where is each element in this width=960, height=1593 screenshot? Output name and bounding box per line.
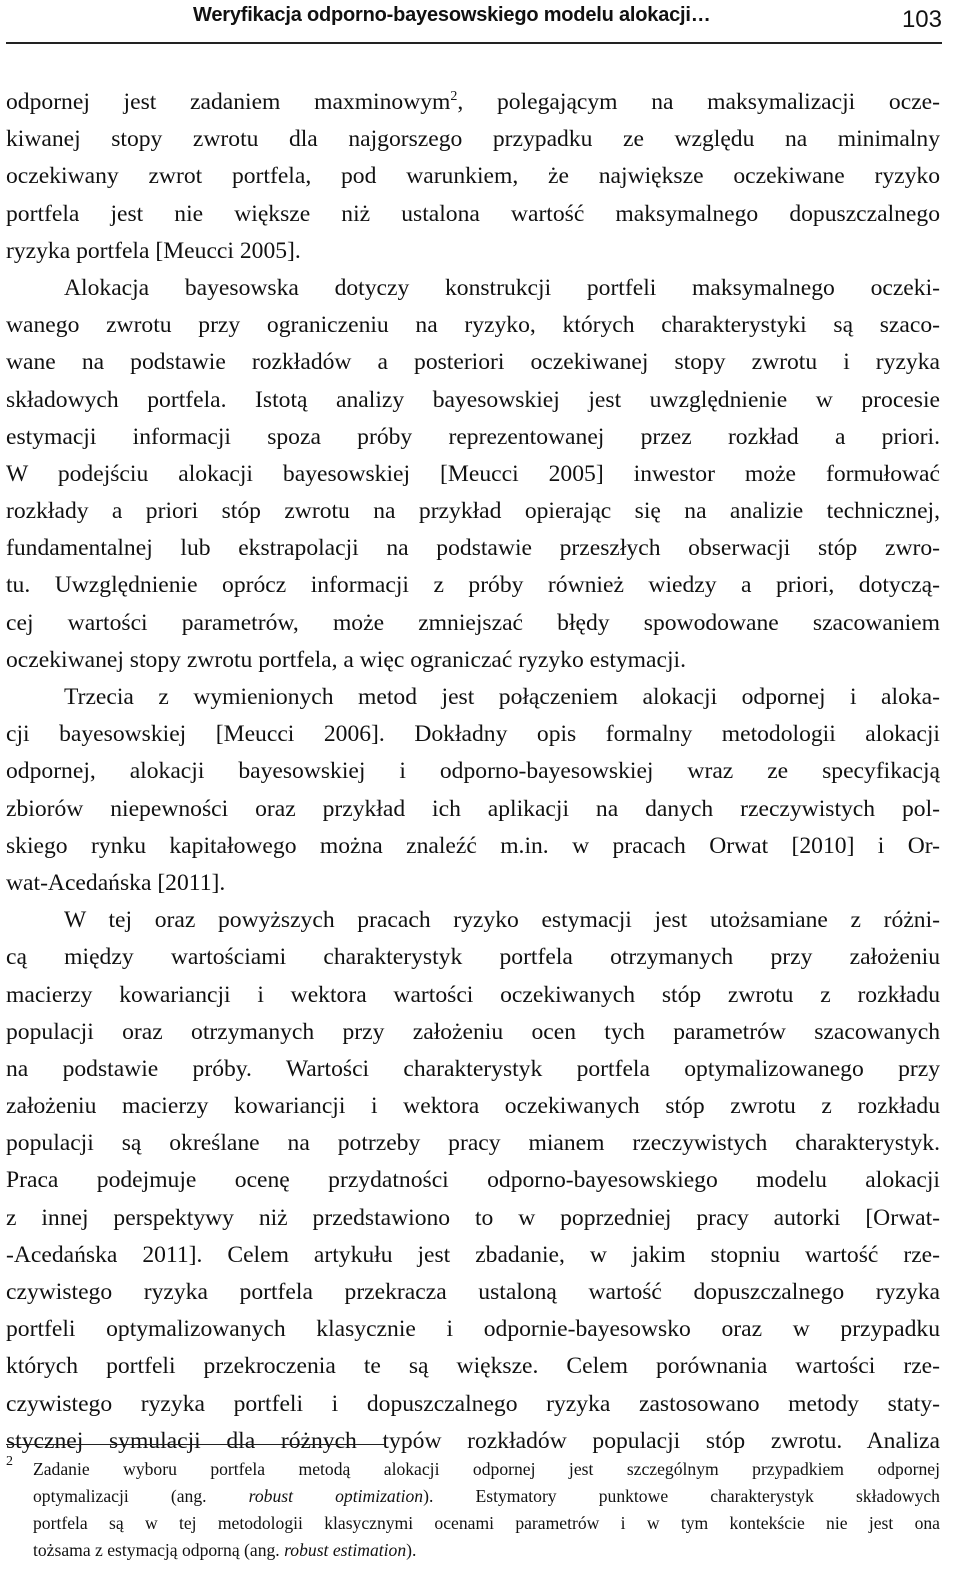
text-line: W podejściu alokacji bayesowskiej [Meucci 2005] inwestor może formułować — [6, 460, 940, 487]
text-line: cej wartości parametrów, może zmniejszać błędy spowodowane szacowaniem — [6, 609, 940, 636]
text-line: czywistego ryzyka portfela przekracza ustaloną wartość dopuszczalnego ryzyka — [6, 1279, 940, 1305]
footnote-marker: 2 — [6, 1454, 13, 1469]
text-line: czywistego ryzyka portfeli i dopuszczalnego ryzyka zastosowano metody staty- — [6, 1390, 940, 1417]
text-line: portfeli optymalizowanych klasycznie i odpornie-bayesowsko oraz w przypadku — [6, 1316, 940, 1343]
text-line: estymacji informacji spoza próby reprezentowanej przez rozkład a priori. — [6, 423, 940, 450]
footnote-line: tożsama z estymacją odporną (ang. robust estimation). — [33, 1540, 417, 1560]
text-line: -Acedańska 2011]. Celem artykułu jest zbadanie, w jakim stopniu wartość rze- — [6, 1241, 940, 1268]
text-line: zbiorów niepewności oraz przykład ich aplikacji na danych rzeczywistych pol- — [6, 795, 940, 822]
text-line: Alokacja bayesowska dotyczy konstrukcji portfeli maksymalnego oczeki- — [64, 274, 940, 301]
text-line: Praca podejmuje ocenę przydatności odporno-bayesowskiego modelu alokacji — [6, 1167, 940, 1194]
footnote-term: robust optimization — [248, 1486, 424, 1506]
text-line: założeniu macierzy kowariancji i wektora oczekiwanych stóp zwrotu z rozkładu — [6, 1093, 940, 1120]
running-title: Weryfikacja odporno-bayesowskiego modelu alokacji… — [193, 4, 711, 26]
text-line: wane na podstawie rozkładów a posteriori oczekiwanej stopy zwrotu i ryzyka — [6, 349, 940, 376]
text-line: portfela jest nie większe niż ustalona wartość maksymalnego dopuszczalnego — [6, 200, 940, 227]
text-line: W tej oraz powyższych pracach ryzyko estymacji jest utożsamiane z różni- — [64, 907, 940, 934]
page-number: 103 — [901, 6, 942, 33]
text-line: fundamentalnej lub ekstrapolacji na podstawie przeszłych obserwacji stóp zwro- — [6, 535, 940, 562]
text-line: kiwanej stopy zwrotu dla najgorszego przypadku ze względu na minimalny — [6, 126, 940, 153]
text-line: wanego zwrotu przy ograniczeniu na ryzyko, których charakterystyki są szaco- — [6, 312, 940, 339]
text-line: z innej perspektywy niż przedstawiono to w poprzedniej pracy autorki [Orwat- — [6, 1204, 940, 1231]
text-line: rozkłady a priori stóp zwrotu na przykład opierając się na analizie technicznej, — [6, 498, 940, 525]
text-line: macierzy kowariancji i wektora wartości oczekiwanych stóp zwrotu z rozkładu — [6, 981, 940, 1008]
text-line: tu. Uwzględnienie oprócz informacji z próby również wiedzy a priori, dotyczą- — [6, 572, 940, 599]
text-line: stycznej symulacji dla różnych typów rozkładów populacji stóp zwrotu. Analiza — [6, 1427, 940, 1454]
footnote-line: Zadanie wyboru portfela metodą alokacji odpornej jest szczególnym przypadkiem odpornej — [33, 1459, 940, 1479]
text-line: cji bayesowskiej [Meucci 2006]. Dokładny opis formalny metodologii alokacji — [6, 721, 940, 748]
text-line: populacji są określane na potrzeby pracy mianem rzeczywistych charakterystyk. — [6, 1130, 940, 1157]
footnote-ref: 2 — [450, 89, 458, 104]
text-line: odpornej jest zadaniem maxminowym$^2$, polegającym na maksymalizacji ocze- — [6, 89, 940, 115]
text-line: ryzyka portfela [Meucci 2005]. — [6, 237, 301, 264]
footnote-divider — [6, 1444, 384, 1445]
text-line: oczekiwany zwrot portfela, pod warunkiem, że największe oczekiwane ryzyko — [6, 163, 940, 190]
text-line: populacji oraz otrzymanych przy założeniu ocen tych parametrów szacowanych — [6, 1018, 940, 1045]
text-line: cą między wartościami charakterystyk portfela otrzymanych przy założeniu — [6, 944, 940, 971]
footnote-line: optymalizacji (ang. robust optimization). Estymatory punktowe charakterystyk składowych — [33, 1486, 940, 1506]
text-line: oczekiwanej stopy zwrotu portfela, a więc ograniczać ryzyko estymacji. — [6, 646, 686, 673]
text-line: wat-Acedańska [2011]. — [6, 869, 226, 896]
text-line: składowych portfela. Istotą analizy bayesowskiej jest uwzględnienie w procesie — [6, 386, 940, 413]
body-text — [6, 84, 940, 1460]
text-line: Trzecia z wymienionych metod jest połączeniem alokacji odpornej i aloka- — [64, 684, 940, 710]
text-line: odpornej, alokacji bayesowskiej i odporno-bayesowskiej wraz ze specyfikacją — [6, 758, 940, 785]
footnote — [6, 1456, 940, 1564]
footnote-term: robust estimation — [284, 1540, 407, 1560]
footnote-line: portfela są w tej metodologii klasycznymi ocenami parametrów i w tym kontekście nie jest ona — [33, 1513, 940, 1533]
text-line: których portfeli przekroczenia te są większe. Celem porównania wartości rze- — [6, 1353, 940, 1380]
running-header — [6, 2, 942, 44]
text-line: na podstawie próby. Wartości charakterystyk portfela optymalizowanego przy — [6, 1055, 940, 1082]
text-line: skiego rynku kapitałowego można znaleźć m.in. w pracach Orwat [2010] i Or- — [6, 832, 940, 859]
